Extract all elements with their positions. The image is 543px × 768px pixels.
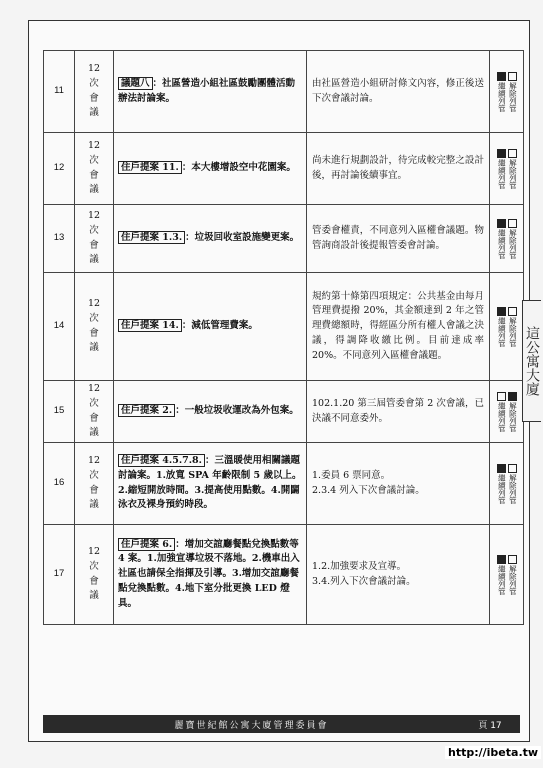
meeting-cell <box>75 525 114 625</box>
checkbox-icon <box>497 464 506 473</box>
status-release <box>508 392 517 432</box>
meeting-char: 議 <box>89 590 99 602</box>
status-label: 解除列管 <box>508 473 518 504</box>
proposal-tag: 住戶提案 1.3. <box>118 231 185 244</box>
meeting-cell <box>75 381 114 443</box>
proposal-tag: 住戶提案 4.5.7.8. <box>118 454 205 467</box>
checkbox-icon <box>508 555 517 564</box>
status-label: 解除列管 <box>508 158 518 189</box>
table-row <box>44 133 524 205</box>
meeting-char: 會 <box>89 169 99 181</box>
meeting-cell <box>75 205 114 273</box>
meeting-char: 次 <box>89 224 99 236</box>
meeting-char: 議 <box>89 107 99 119</box>
topic-cell <box>114 443 307 525</box>
meeting-char: 議 <box>89 184 99 196</box>
status-cell <box>490 133 524 205</box>
table-row <box>44 381 524 443</box>
meeting-cell <box>75 443 114 525</box>
checkbox-icon <box>508 149 517 158</box>
checkbox-icon <box>497 219 506 228</box>
status-label: 繼續列管 <box>497 401 507 432</box>
meeting-char: 會 <box>89 239 99 251</box>
topic-cell <box>114 205 307 273</box>
proposal-tag: 住戶提案 14. <box>118 319 182 332</box>
checkbox-icon <box>508 72 517 81</box>
row-number: 16 <box>44 443 75 525</box>
result-cell: 1.2.加強要求及宣導。 3.4.列入下次會議討論。 <box>307 525 490 625</box>
status-continue <box>497 72 506 112</box>
meeting-char: 議 <box>89 254 99 266</box>
status-cell <box>490 205 524 273</box>
result-cell: 尚未進行規劃設計，待完成較完整之設計後，再討論後續事宜。 <box>307 133 490 205</box>
status-label: 解除列管 <box>508 564 518 595</box>
row-number: 12 <box>44 133 75 205</box>
meeting-char: 12 <box>87 298 101 310</box>
result-cell: 1.委員 6 票同意。 2.3.4 列入下次會議討論。 <box>307 443 490 525</box>
side-tab-label: 這公寓大廈 <box>522 300 541 422</box>
meeting-char: 會 <box>89 484 99 496</box>
topic-text: ：社區營造小組社區鼓勵團體活動辦法討論案。 <box>118 77 296 104</box>
meeting-cell <box>75 133 114 205</box>
status-continue <box>497 392 506 432</box>
row-number: 11 <box>44 51 75 133</box>
meeting-char: 次 <box>89 312 99 324</box>
status-cell <box>490 51 524 133</box>
checkbox-icon <box>508 307 517 316</box>
result-cell: 102.1.20 第三屆管委會第 2 次會議，已決議不同意委外。 <box>307 381 490 443</box>
meeting-char: 會 <box>89 412 99 424</box>
status-continue <box>497 555 506 595</box>
row-number: 14 <box>44 273 75 381</box>
meeting-cell <box>75 51 114 133</box>
proposal-tag: 住戶提案 11. <box>118 161 182 174</box>
meeting-char: 次 <box>89 397 99 409</box>
topic-cell <box>114 51 307 133</box>
row-number: 15 <box>44 381 75 443</box>
meeting-char: 會 <box>89 327 99 339</box>
footer-page-number: 頁 17 <box>478 720 502 731</box>
status-continue <box>497 307 506 347</box>
meeting-char: 議 <box>89 499 99 511</box>
status-continue <box>497 464 506 504</box>
meeting-char: 次 <box>89 77 99 89</box>
proposal-tag: 住戶提案 2. <box>118 404 175 417</box>
checkbox-icon <box>497 307 506 316</box>
topic-cell <box>114 381 307 443</box>
meeting-char: 12 <box>87 455 101 467</box>
status-continue <box>497 219 506 259</box>
footer-bar <box>43 715 520 733</box>
status-release <box>508 72 517 112</box>
status-cell <box>490 273 524 381</box>
checkbox-icon <box>497 392 506 401</box>
checkbox-icon <box>508 464 517 473</box>
status-label: 繼續列管 <box>497 158 507 189</box>
status-label: 繼續列管 <box>497 81 507 112</box>
meeting-char: 議 <box>89 342 99 354</box>
topic-cell <box>114 525 307 625</box>
topic-cell <box>114 133 307 205</box>
topic-cell <box>114 273 307 381</box>
status-label: 繼續列管 <box>497 473 507 504</box>
topic-text: ：一般垃圾收運改為外包案。 <box>175 405 299 417</box>
status-release <box>508 307 517 347</box>
topic-text: ：本大樓增設空中花園案。 <box>181 162 296 174</box>
meeting-char: 議 <box>89 427 99 439</box>
footer-org-name: 麗寶世紀館公寓大廈管理委員會 <box>174 720 329 731</box>
topic-text: ：三溫暖使用相關議題討論案。1.放寬 SPA 年齡限制 5 歲以上。2.縮短開放時間。3.提高使用點數。4.開闢泳衣及裸身預約時段。 <box>118 455 302 511</box>
table-row <box>44 51 524 133</box>
checkbox-icon <box>497 555 506 564</box>
row-number: 17 <box>44 525 75 625</box>
status-label: 解除列管 <box>508 401 518 432</box>
status-label: 解除列管 <box>508 228 518 259</box>
status-cell <box>490 443 524 525</box>
meeting-char: 12 <box>87 210 101 222</box>
row-number: 13 <box>44 205 75 273</box>
table-row <box>44 443 524 525</box>
status-release <box>508 219 517 259</box>
tracking-table <box>43 50 524 625</box>
topic-text: ：垃圾回收室設施變更案。 <box>185 232 300 244</box>
checkbox-icon <box>508 219 517 228</box>
status-label: 解除列管 <box>508 81 518 112</box>
status-cell <box>490 525 524 625</box>
meeting-char: 12 <box>87 63 101 75</box>
status-cell <box>490 381 524 443</box>
proposal-tag: 議題八 <box>118 77 153 90</box>
status-release <box>508 555 517 595</box>
proposal-tag: 住戶提案 6. <box>118 538 175 551</box>
meeting-char: 12 <box>87 546 101 558</box>
meeting-char: 會 <box>89 575 99 587</box>
status-label: 繼續列管 <box>497 564 507 595</box>
status-release <box>508 149 517 189</box>
topic-text: ：減低管理費案。 <box>181 320 258 332</box>
meeting-char: 12 <box>87 383 101 395</box>
table-row <box>44 525 524 625</box>
meeting-char: 次 <box>89 560 99 572</box>
result-cell: 管委會權責，不同意列入區權會議題。物管詢商設計後提報管委會討論。 <box>307 205 490 273</box>
watermark-url: http://ibeta.tw <box>445 746 541 759</box>
checkbox-icon <box>508 392 517 401</box>
status-label: 繼續列管 <box>497 228 507 259</box>
status-label: 解除列管 <box>508 316 518 347</box>
checkbox-icon <box>497 149 506 158</box>
meeting-char: 會 <box>89 92 99 104</box>
table-row <box>44 205 524 273</box>
checkbox-icon <box>497 72 506 81</box>
table-row <box>44 273 524 381</box>
meeting-char: 12 <box>87 140 101 152</box>
result-cell: 規約第十條第四項規定：公共基金由每月管理費提撥 20%，其金額達到 2 年之管理費總額時，得經區分所有權人會議之決議，得調降收繳比例。目前達成率 20%。不同意列入區權會議題。 <box>307 273 490 381</box>
topic-text: ：增加交誼廳餐點兌換點數等 4 案。1.加強宣導垃圾不落地。2.機車出入社區也請保全指揮及引導。3.增加交誼廳餐點兌換點數。4.地下室分批更換 LED 燈具。 <box>118 538 300 609</box>
meeting-char: 次 <box>89 154 99 166</box>
meeting-cell <box>75 273 114 381</box>
status-label: 繼續列管 <box>497 316 507 347</box>
result-cell: 由社區營造小組研討條文內容，修正後送下次會議討論。 <box>307 51 490 133</box>
status-continue <box>497 149 506 189</box>
status-release <box>508 464 517 504</box>
meeting-char: 次 <box>89 469 99 481</box>
